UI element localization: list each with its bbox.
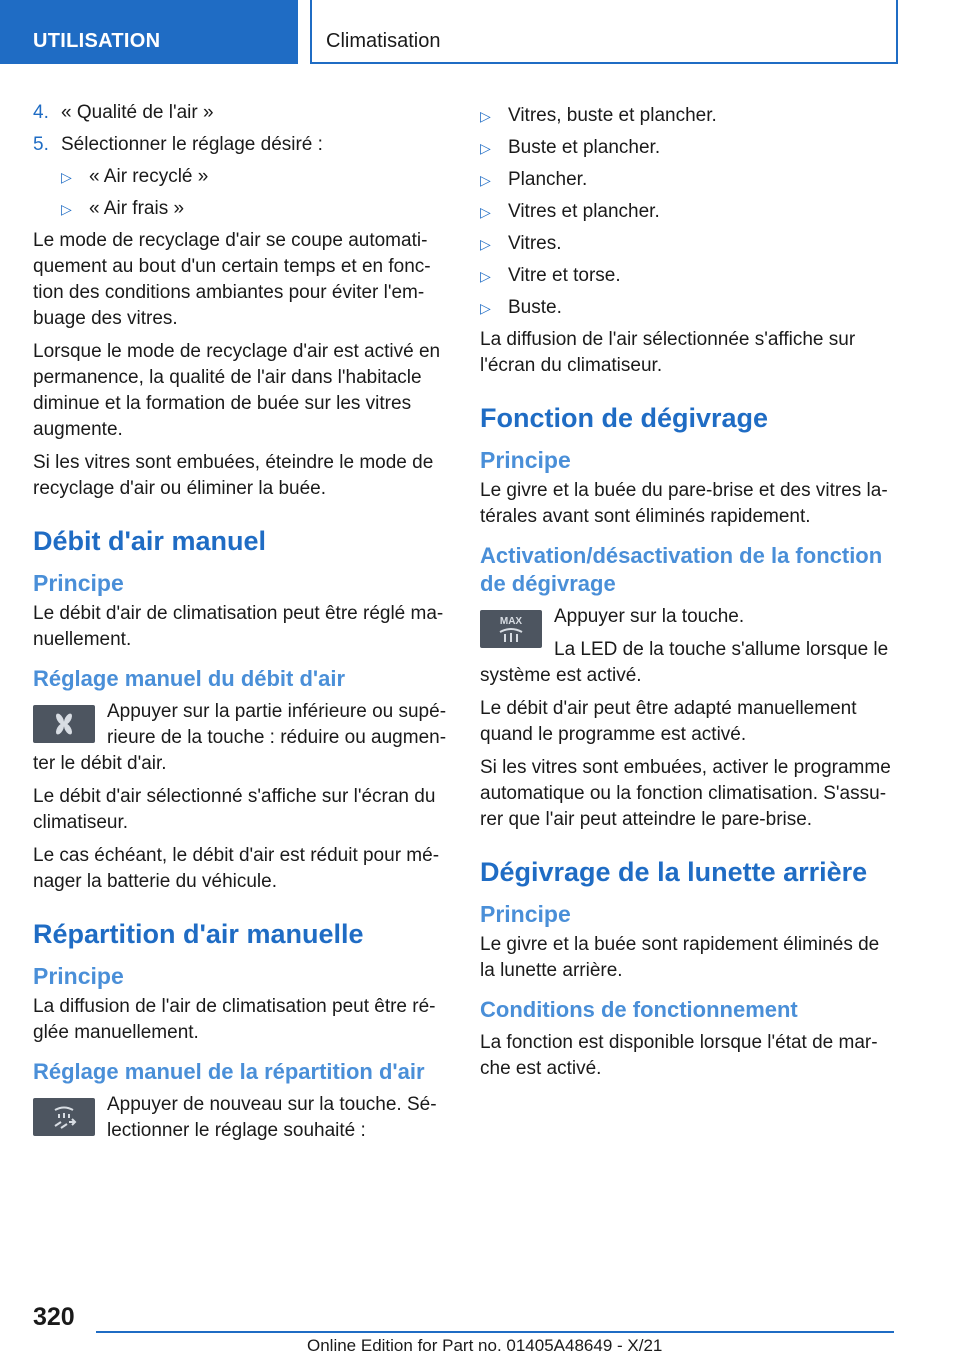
- triangle-right-icon: ▷: [480, 108, 491, 124]
- paragraph: La fonction est disponible lorsque l'état de marche est activé.: [480, 1032, 878, 1079]
- bullet-item: ▷ Buste.: [480, 295, 894, 321]
- heading-conditions: Conditions de fonctionnement: [480, 997, 798, 1022]
- left-column: [33, 100, 447, 1151]
- header-section-label: UTILISATION: [33, 30, 161, 52]
- right-column: [480, 103, 894, 1089]
- bullet-item: ▷ Vitres.: [480, 231, 894, 257]
- paragraph: Le débit d'air peut être adapté manuellement quand le programme est activé.: [480, 698, 857, 745]
- bullet-item: ▷ Vitres et plancher.: [480, 199, 894, 225]
- triangle-right-icon: ▷: [480, 300, 491, 316]
- bullet-item: ▷ Plancher.: [480, 167, 894, 193]
- paragraph: La diffusion de l'air de climatisation peut être réglée manuellement.: [33, 996, 436, 1043]
- fan-button-icon: [33, 705, 95, 743]
- triangle-right-icon: ▷: [480, 236, 491, 252]
- paragraph: Le débit d'air de climatisation peut être réglé manuellement.: [33, 603, 444, 650]
- max-label: MAX: [499, 616, 523, 627]
- bullet-item: ▷ Buste et plancher.: [480, 135, 894, 161]
- heading-debit-air: Débit d'air manuel: [33, 526, 266, 556]
- footer-edition: Online Edition for Part no. 01405A48649 - X/21: [307, 1336, 663, 1355]
- paragraph: Le givre et la buée sont rapidement éliminés de la lunette arrière.: [480, 934, 880, 981]
- triangle-right-icon: ▷: [480, 172, 491, 188]
- heading-principe: Principe: [33, 570, 124, 596]
- paragraph: Si les vitres sont embuées, éteindre le mode de recyclage d'air ou éliminer la buée.: [33, 452, 434, 499]
- button-instruction: [33, 699, 447, 777]
- paragraph: La LED de la touche s'allume lorsque le système est activé.: [480, 639, 889, 686]
- paragraph: La diffusion de l'air sélectionnée s'affiche sur l'écran du climatiseur.: [480, 329, 856, 376]
- heading-principe: Principe: [480, 901, 571, 927]
- paragraph: Appuyer sur la partie inférieure ou supérieure de la touche : réduire ou augmenter le débit d'air.: [33, 701, 447, 774]
- page-number: 320: [33, 1303, 75, 1331]
- header-section-tab: [0, 0, 298, 64]
- header-chapter-tab: [310, 0, 898, 64]
- paragraph: Si les vitres sont embuées, activer le programme automatique ou la fonction climatisation. S'assurer que l'air peut atteindre le pare-brise.: [480, 757, 891, 830]
- bullet-item: ▷ Vitre et torse.: [480, 263, 894, 289]
- heading-degivrage: Fonction de dégivrage: [480, 403, 769, 433]
- paragraph: Le débit d'air sélectionné s'affiche sur l'écran du climatiseur.: [33, 786, 436, 833]
- heading-reglage-repartition: Réglage manuel de la répartition d'air: [33, 1059, 425, 1084]
- paragraph: Appuyer sur la touche.: [554, 606, 745, 627]
- footer-rule: [96, 1331, 894, 1333]
- max-defrost-button-icon: [480, 610, 542, 648]
- paragraph: Appuyer de nouveau sur la touche. Sélectionner le réglage souhaité :: [107, 1094, 437, 1141]
- step-item: 4. « Qualité de l'air »: [33, 102, 214, 123]
- heading-activation: Activation/désactivation de la fonction de dégivrage: [480, 543, 883, 596]
- triangle-right-icon: ▷: [480, 140, 491, 156]
- heading-reglage-debit: Réglage manuel du débit d'air: [33, 666, 346, 691]
- sub-bullet-item: ▷ « Air recyclé »: [61, 164, 447, 190]
- paragraph: Le givre et la buée du pare-brise et des vitres latérales avant sont éliminés rapidement.: [480, 480, 888, 527]
- paragraph: Le cas échéant, le débit d'air est réduit pour ménager la batterie du véhicule.: [33, 845, 440, 892]
- triangle-right-icon: ▷: [480, 268, 491, 284]
- header-chapter-label: Climatisation: [326, 30, 441, 52]
- heading-repartition: Répartition d'air manuelle: [33, 919, 364, 949]
- air-distribution-button-icon: [33, 1098, 95, 1136]
- button-instruction: [480, 604, 894, 689]
- triangle-right-icon: ▷: [480, 204, 491, 220]
- paragraph: Lorsque le mode de recyclage d'air est activé en permanence, la qualité de l'air dans l'habitacle diminue et la formation de buée sur les vitres augmente.: [33, 341, 441, 440]
- paragraph: Le mode de recyclage d'air se coupe automatiquement au bout d'un certain temps et en fonction des conditions ambiantes pour éviter l'embuage des vitres.: [33, 230, 431, 329]
- bullet-item: ▷ Vitres, buste et plancher.: [480, 103, 894, 129]
- step-item: 5. Sélectionner le réglage désiré :: [33, 134, 323, 155]
- triangle-right-icon: ▷: [61, 169, 72, 185]
- heading-principe: Principe: [33, 963, 124, 989]
- heading-lunette: Dégivrage de la lunette arrière: [480, 857, 868, 887]
- heading-principe: Principe: [480, 447, 571, 473]
- sub-bullet-item: ▷ « Air frais »: [61, 196, 447, 222]
- triangle-right-icon: ▷: [61, 201, 72, 217]
- button-instruction: [33, 1092, 447, 1144]
